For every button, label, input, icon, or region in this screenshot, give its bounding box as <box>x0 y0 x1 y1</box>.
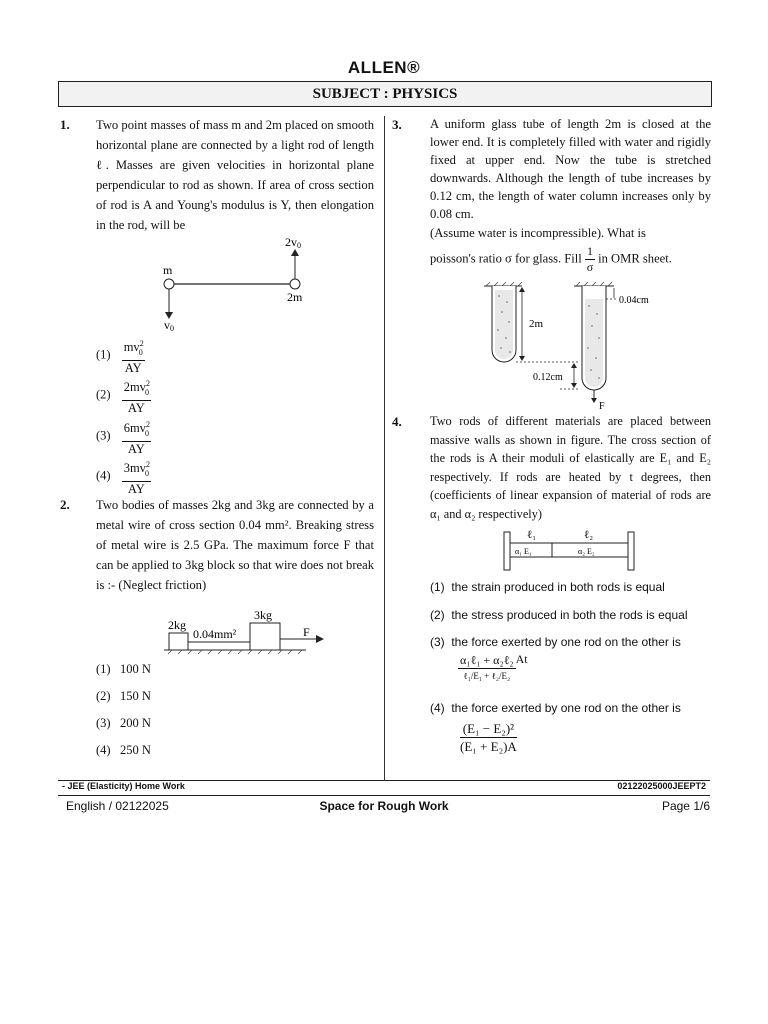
q3-number: 3. <box>392 117 402 132</box>
column-divider <box>384 116 385 780</box>
wall-left <box>504 532 510 570</box>
q2-option-3[interactable]: (3) 200 N <box>96 716 151 730</box>
q2-number: 2. <box>60 497 70 512</box>
q4-option-3-formula: $\frac{\text{α₁ℓ₁ + α₂ℓ₂}}{\text{ℓ₁/E₁ + ℓ₂/E₂}}$ At <box>460 652 528 681</box>
q1-option-3[interactable]: (3) $\frac{6mv^2_0}{AY}$ <box>96 417 151 457</box>
label-012cm: 0.12cm <box>533 372 563 383</box>
label-2v0: 2v0 <box>285 235 301 250</box>
label-rod1: α₁ E₁ <box>515 547 532 556</box>
q4-option-1[interactable]: (1) the strain produced in both rods is equal <box>430 580 665 594</box>
label-004cm: 0.04cm <box>619 295 649 306</box>
q3-figure <box>480 282 650 412</box>
footer-test-code: 02122025000JEEPT2 <box>617 781 706 791</box>
q2-option-4[interactable]: (4) 250 N <box>96 743 151 757</box>
q1-figure <box>150 234 320 334</box>
q1-number: 1. <box>60 117 70 132</box>
q2-text: Two bodies of masses 2kg and 3kg are connected by a metal wire of cross section 0.04 mm². Breaking stress of metal wire is 2.5 GPa. The maximum force F that can be applied to 3kg block so that wire does not break is :- (Neglect friction) <box>96 498 374 592</box>
block-3kg <box>250 623 280 650</box>
subject-title: SUBJECT : PHYSICS <box>58 81 712 107</box>
label-3kg: 3kg <box>254 608 272 622</box>
q4-number: 4. <box>392 414 402 429</box>
q4-option-3[interactable]: (3) the force exerted by one rod on the other is <box>430 635 681 649</box>
q3-text-2: poisson's ratio σ for glass. Fill $\frac{1}{\sigma}$ in OMR sheet. <box>430 244 672 274</box>
q4-text: Two rods of different materials are placed between massive walls as shown in figure. The cross section of the rods is A their moduli of elastically are E₁ and E₂ respectively. If rods are heated by t degrees, then (coefficients of linear expansion of material of rods are α₁ and α₂ respectively) <box>430 414 711 521</box>
q4-figure <box>502 528 637 576</box>
label-m: m <box>163 263 173 277</box>
mass-2m <box>290 279 300 289</box>
label-F: F <box>599 401 605 412</box>
q1-text: Two point masses of mass m and 2m placed on smooth horizontal plane are connected by a light rod of length ℓ. Masses are given velocities in horizontal plane perpendicular to rod as shown. If area of cross section of rod is A and Young's modulus is Y, then elongation in the rod, will be <box>96 118 374 232</box>
q1-option-1[interactable]: (1) $\frac{mv^2_0}{AY}$ <box>96 336 145 376</box>
footer-test-name: - JEE (Elasticity) Home Work <box>62 781 185 791</box>
wall-right <box>628 532 634 570</box>
label-force: F <box>303 625 310 639</box>
label-v0: v0 <box>164 318 174 333</box>
footer-page-number: Page 1/6 <box>661 799 710 813</box>
label-2kg: 2kg <box>168 618 186 632</box>
footer-language: English / 02122025 <box>66 799 169 813</box>
q1-option-4[interactable]: (4) $\frac{3mv^2_0}{AY}$ <box>96 457 151 497</box>
label-rod2: α₂ E₂ <box>578 547 595 556</box>
allen-logo: ALLEN® <box>347 58 421 77</box>
q4-option-4-formula: $\frac{\text{(E₁ − E₂)²}}{\text{(E₁ + E₂)A}}$ <box>460 721 517 754</box>
q2-option-2[interactable]: (2) 150 N <box>96 689 151 703</box>
q4-option-4[interactable]: (4) the force exerted by one rod on the other is <box>430 701 681 715</box>
label-area: 0.04mm² <box>193 627 237 641</box>
label-l1: ℓ₁ <box>527 529 537 541</box>
footer-rough-work: Space for Rough Work <box>319 799 449 813</box>
q2-option-1[interactable]: (1) 100 N <box>96 662 151 676</box>
q3-text-2a: (Assume water is incompressible). What is <box>430 226 646 240</box>
mass-m <box>164 279 174 289</box>
label-2m: 2m <box>529 318 544 330</box>
q3-text: A uniform glass tube of length 2m is closed at the lower end. It is completely filled with water and rigidly fixed at upper end. Now the tube is stretched downwards. Although the length of tube increases by 0.12 cm, the length of water column increases only by 0.08 cm. <box>430 117 711 221</box>
q2-figure <box>160 606 340 656</box>
q1-option-2[interactable]: (2) $\frac{2mv^2_0}{AY}$ <box>96 376 151 416</box>
block-2kg <box>169 633 188 650</box>
label-l2: ℓ₂ <box>584 529 594 541</box>
q4-option-2[interactable]: (2) the stress produced in both the rods is equal <box>430 608 688 622</box>
label-2m: 2m <box>287 290 303 304</box>
